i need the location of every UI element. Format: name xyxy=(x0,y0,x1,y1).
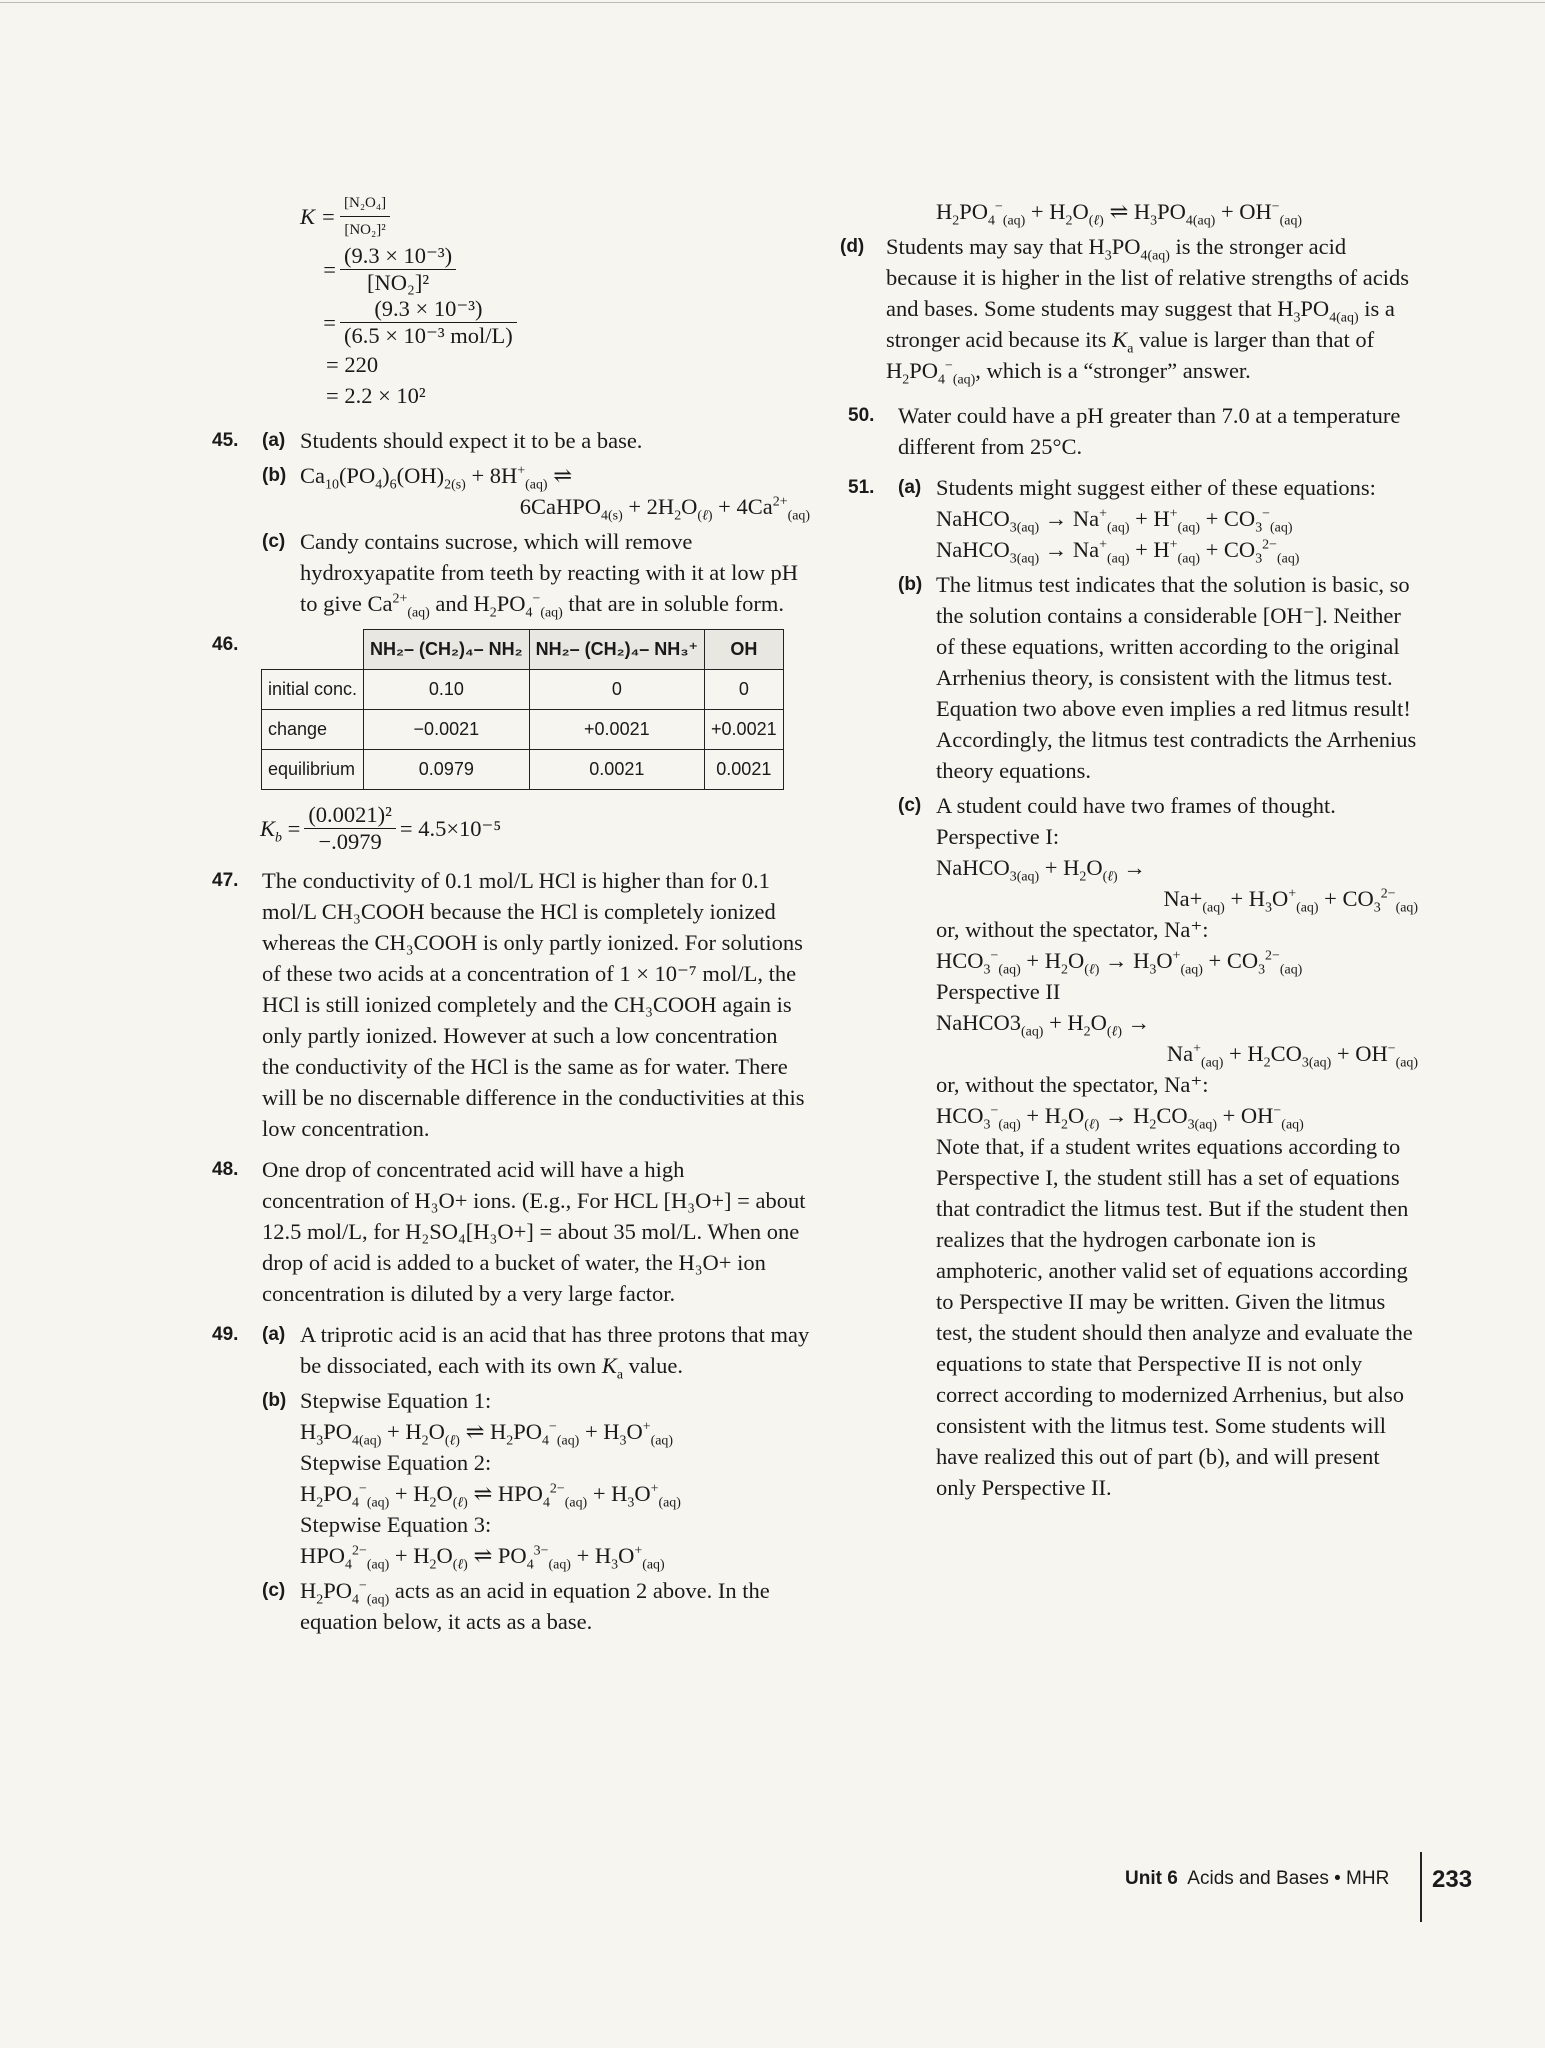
spectator-text: or, without the spectator, Na⁺: xyxy=(936,1072,1209,1097)
k-fraction-2 xyxy=(340,243,456,296)
table-cell: +0.0021 xyxy=(705,710,784,750)
left-column xyxy=(212,190,810,1647)
row-label: equilibrium xyxy=(262,750,364,790)
k-calculation xyxy=(212,190,810,411)
k-frac3-num: (9.3 × 10⁻³) xyxy=(340,296,517,323)
footer-divider xyxy=(1420,1852,1422,1922)
k-fraction-3 xyxy=(340,296,517,349)
p2-net-eq: $HCO_3^-_{(aq)} + H_2O_{(\ell)} \to H_2CO_{3(aq)} + OH^-_{(aq)}$ xyxy=(936,1103,1304,1133)
k-frac1-den: [NO₂]² xyxy=(344,222,386,238)
ice-table xyxy=(261,629,784,790)
k-fraction-1 xyxy=(340,190,390,243)
kb-fraction xyxy=(304,802,396,855)
table-cell: 0.0979 xyxy=(364,750,530,790)
step3-equation: $HPO_4^{2-}_{(aq)} + H_2O_{(\ell)}$ ⇌ $PO_4^{3-}_{(aq)} + H_3O^+_{(aq)}$ xyxy=(300,1543,665,1573)
part-label: (a) xyxy=(262,430,286,451)
table-row xyxy=(262,750,784,790)
part-label: (b) xyxy=(262,465,287,486)
p1-net-eq: $HCO_3^-_{(aq)} + H_2O_{(\ell)} \to H_3O^+_{(aq)} + CO_3^{2-}_{(aq)}$ xyxy=(936,948,1303,978)
p1-eq-line1: NaHCO$_{3(aq)}$ + $H_2O_{(\ell)}$ → xyxy=(936,855,1146,885)
q49-part-b xyxy=(262,1385,810,1571)
q51-part-c xyxy=(898,790,1418,1503)
table-cell: 0.10 xyxy=(364,670,530,710)
footer-publisher: MHR xyxy=(1346,1868,1390,1889)
table-row xyxy=(262,710,784,750)
p2-eq-line2: $Na^+_{(aq)} + H_2CO_{3(aq)} + OH^-_{(aq)}$ xyxy=(1166,1041,1418,1071)
spectator-text: or, without the spectator, Na⁺: xyxy=(936,917,1209,942)
k-line-1: K = $\frac{\text{[N₂O₄]}}{\text{[NO₂]²}}$ xyxy=(300,190,810,243)
table-cell: 0.0021 xyxy=(705,750,784,790)
step-label: Stepwise Equation 1: xyxy=(300,1388,492,1413)
k-line-2: = $\frac{\text{(9.3 × 10⁻³)}}{\text{[NO₂]²}}$ xyxy=(300,243,810,296)
part-label: (c) xyxy=(898,795,922,816)
q45-part-a xyxy=(262,425,810,456)
table-header: NH₂– (CH₂)₄– NH₂ xyxy=(364,630,530,670)
footer-bullet: • xyxy=(1334,1868,1341,1889)
q49-d-text: Students may say that $H_3PO_{4(aq)}$ is the stronger acid because it is higher in the list of relative strengths of acids and bases. Some students may suggest that $H_3PO_{4(aq)}$ is a stronger acid because its $K_a$ value is larger than that of $H_2PO_4^-_{(aq)}$, which is a “stronger” answer. xyxy=(886,234,1409,388)
question-46 xyxy=(212,629,810,855)
question-number: 46. xyxy=(212,634,239,655)
page-footer xyxy=(1125,1868,1389,1890)
q49-c-text: $H_2PO_4^-_{(aq)}$ acts as an acid in equation 2 above. In the equation below, it acts as a base. xyxy=(300,1578,770,1634)
k-frac1-num: [N₂O₄] xyxy=(340,190,390,217)
page-number: 233 xyxy=(1432,1866,1473,1893)
table-cell: +0.0021 xyxy=(529,710,704,750)
q51-part-a xyxy=(898,472,1418,565)
q51-note-text: Note that, if a student writes equations according to Perspective I, the student still has a set of equations that contradict the litmus test. But if the student then realizes that the hydrogen carbonate ion is amphoteric, another valid set of equations according to Perspective II may be written. Given the litmus test, the student should then analyze and evaluate the equations to state that Perspective II is not only correct according to modernized Arrhenius, but also consistent with the litmus test. Some students will have realized this out of part (b), and will present only Perspective II. xyxy=(936,1134,1413,1500)
q49-a-text: A triprotic acid is an acid that has three protons that may be dissociated, each with its own $K_a$ value. xyxy=(300,1322,810,1383)
question-48 xyxy=(212,1154,810,1309)
right-column xyxy=(840,196,1418,1513)
kb-equation: $K_b$ = $\frac{\text{(0.0021)²}}{-.0979}$ = 4.5×10⁻⁵ xyxy=(260,802,502,854)
question-number: 45. xyxy=(212,430,239,451)
table-cell: −0.0021 xyxy=(364,710,530,750)
q49-c-equation xyxy=(848,196,1418,227)
k-result-2: = 2.2 × 10² xyxy=(326,383,426,408)
q51-a-text: Students might suggest either of these equations: xyxy=(936,475,1376,500)
q50-text: Water could have a pH greater than 7.0 at a temperature different from 25°C. xyxy=(898,403,1401,459)
q49-part-d xyxy=(840,231,1418,386)
perspective-1-label: Perspective I: xyxy=(936,824,1060,849)
k-label: K xyxy=(300,204,316,229)
step-label: Stepwise Equation 2: xyxy=(300,1450,492,1475)
kb-den: −.0979 xyxy=(318,829,382,854)
q51-a-eq1: NaHCO$_{3(aq)}$ → $Na^+_{(aq)} + H^+_{(aq)} + CO_3^-_{(aq)}$ xyxy=(936,506,1293,536)
k-frac2-num: (9.3 × 10⁻³) xyxy=(340,243,456,270)
step2-equation: $H_2PO_4^-_{(aq)} + H_2O_{(\ell)}$ ⇌ $HPO_4^{2-}_{(aq)} + H_3O^+_{(aq)}$ xyxy=(300,1481,681,1511)
q45-b-equation-line1: $Ca_{10}(PO_4)_6(OH)_{2(s)} + 8H^+_{(aq)}$ ⇌ xyxy=(300,463,573,493)
k-line-3: = $\frac{\text{(9.3 × 10⁻³)}}{\text{(6.5 × 10⁻³ mol/L)}}$ xyxy=(300,296,810,349)
table-header-row xyxy=(262,630,784,670)
question-number: 47. xyxy=(212,870,239,891)
footer-unit: Unit 6 xyxy=(1125,1868,1178,1889)
part-label: (b) xyxy=(262,1390,287,1411)
k-frac3-den: (6.5 × 10⁻³ mol/L) xyxy=(344,323,513,348)
footer-title: Acids and Bases xyxy=(1187,1868,1329,1889)
q51-b-text: The litmus test indicates that the solution is basic, so the solution contains a considerable [OH⁻]. Neither of these equations, written according to the original Arrhenius theory, is consistent with the litmus test. Equation two above even implies a red litmus result! Accordingly, the litmus test contradicts the Arrhenius theory equations. xyxy=(936,572,1417,783)
row-label: initial conc. xyxy=(262,670,364,710)
q51-c-text: A student could have two frames of thought. xyxy=(936,793,1336,818)
question-50 xyxy=(848,400,1418,462)
part-label: (a) xyxy=(262,1324,286,1345)
question-number: 51. xyxy=(848,477,875,498)
k-frac2-den: [NO₂]² xyxy=(367,270,430,295)
kb-result: = 4.5×10⁻⁵ xyxy=(399,816,502,841)
part-label: (b) xyxy=(898,574,923,595)
q49-part-c xyxy=(262,1575,810,1637)
q49-part-a xyxy=(262,1319,810,1381)
kb-label: K xyxy=(260,816,276,841)
question-49 xyxy=(212,1319,810,1637)
table-corner xyxy=(262,630,364,670)
question-47 xyxy=(212,865,810,1144)
table-cell: 0 xyxy=(705,670,784,710)
part-label: (c) xyxy=(262,1580,286,1601)
q51-a-eq2: NaHCO$_{3(aq)}$ → $Na^+_{(aq)} + H^+_{(aq)} + CO_3^{2-}_{(aq)}$ xyxy=(936,537,1300,567)
part-label: (a) xyxy=(898,477,922,498)
table-cell: 0.0021 xyxy=(529,750,704,790)
question-number: 48. xyxy=(212,1159,239,1180)
table-row xyxy=(262,670,784,710)
q45-b-equation-line2: 6CaHPO$_{4(s)}$ + $2H_2O_{(\ell)} + 4Ca^{2+}_{(aq)}$ xyxy=(519,494,810,524)
question-51 xyxy=(848,472,1418,1503)
q45-c-text: Candy contains sucrose, which will remove hydroxyapatite from teeth by reacting with it at low pH to give $Ca^{2+}_{(aq)}$ and $H_2PO_4^-_{(aq)}$ that are in soluble form. xyxy=(300,529,798,621)
question-number: 49. xyxy=(212,1324,239,1345)
part-label: (d) xyxy=(840,236,865,257)
step1-equation: $H_3PO_{4(aq)} + H_2O_{(\ell)}$ ⇌ $H_2PO_4^-_{(aq)} + H_3O^+_{(aq)}$ xyxy=(300,1419,674,1449)
kb-num: (0.0021)² xyxy=(304,802,396,829)
p2-eq-line1: $NaHCO3_{(aq)} + H_2O_{(\ell)}$ → xyxy=(936,1010,1151,1040)
q45-part-b xyxy=(262,460,810,522)
perspective-2-label: Perspective II xyxy=(936,979,1061,1004)
table-cell: 0 xyxy=(529,670,704,710)
row-label: change xyxy=(262,710,364,750)
question-45 xyxy=(212,425,810,619)
q45-part-c xyxy=(262,526,810,619)
base-equation: $H_2PO_4^-_{(aq)} + H_2O_{(\ell)}$ ⇌ $H_3PO_{4(aq)} + OH^-_{(aq)}$ xyxy=(936,199,1303,229)
part-label: (c) xyxy=(262,531,286,552)
table-header: OH xyxy=(705,630,784,670)
k-result-1: = 220 xyxy=(326,352,379,377)
question-number: 50. xyxy=(848,405,875,426)
q47-text: The conductivity of 0.1 mol/L HCl is higher than for 0.1 mol/L CH₃COOH because the HCl is completely ionized whereas the CH₃COOH is only partly ionized. For solutions of these two acids at a concentration of 1 × 10⁻⁷ mol/L, the HCl is still ionized completely and the CH₃COOH again is only partly ionized. However at such a low concentration the conductivity of the HCl is the same as for water. There will be no discernable difference in the conductivities at this low concentration. xyxy=(262,868,805,1141)
q45-a-text: Students should expect it to be a base. xyxy=(300,428,643,453)
table-header: NH₂– (CH₂)₄– NH₃⁺ xyxy=(529,630,704,670)
q48-text: One drop of concentrated acid will have a high concentration of H₃O+ ions. (E.g., For HCL [H₃O+] = about 12.5 mol/L, for H₂SO₄[H₃O+] = about 35 mol/L. When one drop of acid is added to a bucket of water, the H₃O+ ion concentration is diluted by a very large factor. xyxy=(262,1157,806,1306)
q51-part-b xyxy=(898,569,1418,786)
step-label: Stepwise Equation 3: xyxy=(300,1512,492,1537)
page-top-edge xyxy=(0,2,1545,3)
p1-eq-line2: $Na+_{(aq)} + H_3O^+_{(aq)} + CO_3^{2-}_{(aq)}$ xyxy=(1163,886,1418,916)
